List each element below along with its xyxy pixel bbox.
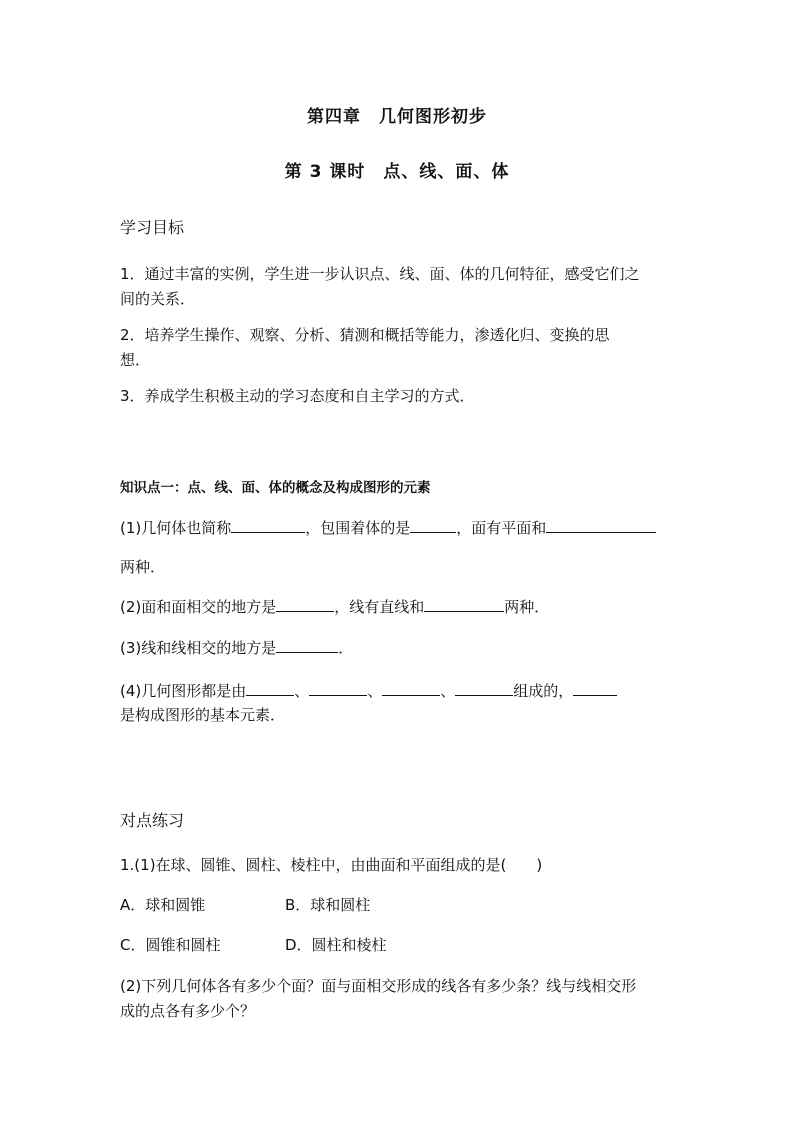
question-1-text-b: ，包围着体的是 bbox=[305, 519, 411, 537]
practice-question-2-line-1: (2)下列几何体各有多少个面？面与面相交形成的线各有多少条？线与线相交形 bbox=[120, 977, 637, 995]
chapter-title: 第四章 几何图形初步 bbox=[307, 107, 487, 127]
objective-1-line-1: 1．通过丰富的实例，学生进一步认识点、线、面、体的几何特征，感受它们之 bbox=[120, 265, 640, 283]
answer-blank[interactable] bbox=[276, 596, 334, 612]
knowledge-question-4-cont: 是构成图形的基本元素． bbox=[120, 706, 286, 724]
answer-blank[interactable] bbox=[546, 517, 656, 533]
option-a[interactable]: A．球和圆锥 bbox=[120, 896, 206, 914]
practice-question-2-line-2: 成的点各有多少个？ bbox=[120, 1002, 256, 1020]
objectives-heading: 学习目标 bbox=[120, 218, 185, 237]
answer-blank[interactable] bbox=[424, 596, 504, 612]
knowledge-question-3 bbox=[120, 637, 353, 658]
lesson-title: 第 3 课时 点、线、面、体 bbox=[284, 162, 510, 182]
knowledge-question-1 bbox=[120, 517, 656, 538]
option-d[interactable]: D．圆柱和棱柱 bbox=[285, 936, 387, 954]
answer-blank[interactable] bbox=[231, 517, 305, 533]
answer-blank[interactable] bbox=[246, 680, 294, 696]
question-3-text-b: ． bbox=[338, 639, 354, 657]
knowledge-question-1-cont: 两种． bbox=[120, 558, 166, 576]
practice-question-1: 1.(1)在球、圆锥、圆柱、棱柱中，由曲面和平面组成的是( ) bbox=[120, 856, 543, 874]
knowledge-question-4 bbox=[120, 680, 617, 701]
question-3-text-a: (3)线和线相交的地方是 bbox=[120, 639, 277, 657]
question-1-text-a: (1)几何体也简称 bbox=[120, 519, 232, 537]
question-2-text-a: (2)面和面相交的地方是 bbox=[120, 598, 277, 616]
knowledge-heading: 知识点一：点、线、面、体的概念及构成图形的元素 bbox=[120, 480, 431, 496]
choice-row-1 bbox=[120, 895, 371, 915]
answer-blank[interactable] bbox=[573, 680, 617, 696]
question-2-text-b: ，线有直线和 bbox=[334, 598, 425, 616]
option-b[interactable]: B．球和圆柱 bbox=[285, 896, 371, 914]
knowledge-question-2 bbox=[120, 596, 549, 617]
separator: 、 bbox=[440, 682, 456, 700]
answer-blank[interactable] bbox=[309, 680, 367, 696]
answer-blank[interactable] bbox=[382, 680, 440, 696]
objective-2-line-2: 想． bbox=[120, 351, 151, 369]
question-1-text-c: ，面有平面和 bbox=[456, 519, 547, 537]
separator: 、 bbox=[367, 682, 383, 700]
question-2-text-c: 两种． bbox=[504, 598, 550, 616]
answer-blank[interactable] bbox=[455, 680, 513, 696]
objective-1-line-2: 间的关系． bbox=[120, 290, 196, 308]
practice-heading: 对点练习 bbox=[120, 811, 185, 830]
answer-blank[interactable] bbox=[410, 517, 456, 533]
question-4-text-b: 组成的， bbox=[513, 682, 574, 700]
choice-row-2 bbox=[120, 935, 387, 955]
separator: 、 bbox=[294, 682, 310, 700]
question-4-text-a: (4)几何图形都是由 bbox=[120, 682, 247, 700]
objective-2-line-1: 2．培养学生操作、观察、分析、猜测和概括等能力，渗透化归、变换的思 bbox=[120, 326, 610, 344]
answer-blank[interactable] bbox=[276, 637, 338, 653]
objective-3: 3．养成学生积极主动的学习态度和自主学习的方式． bbox=[120, 387, 475, 405]
option-c[interactable]: C．圆锥和圆柱 bbox=[120, 936, 221, 954]
